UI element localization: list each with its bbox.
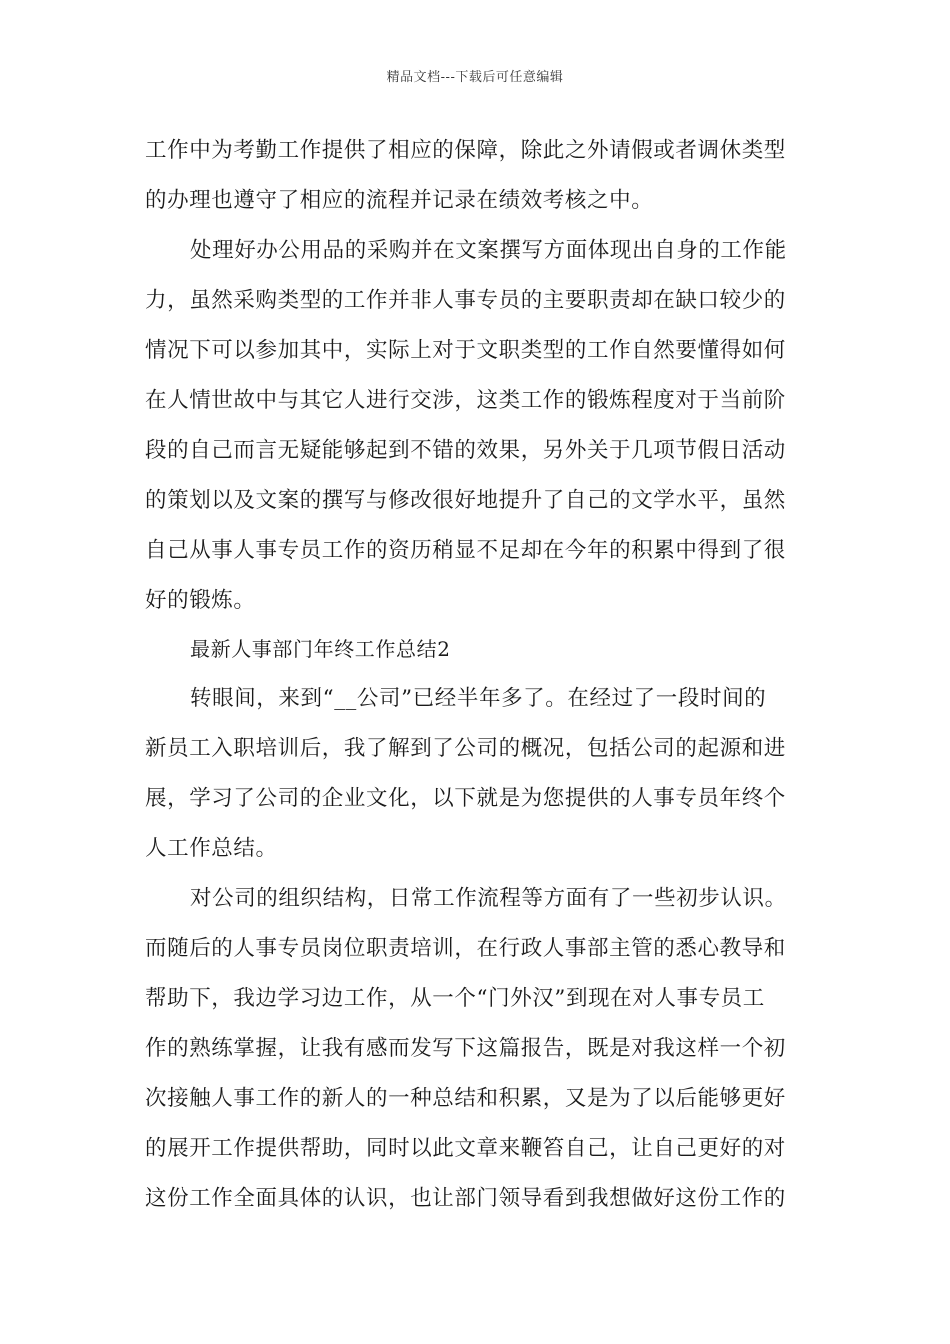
body-line: 情况下可以参加其中，实际上对于文职类型的工作自然要懂得如何 xyxy=(145,338,786,363)
paragraph-first-line: 对公司的组织结构，日常工作流程等方面有了一些初步认识。 xyxy=(190,886,787,911)
body-line: 展，学习了公司的企业文化，以下就是为您提供的人事专员年终个 xyxy=(145,786,786,811)
body-line: 新员工入职培训后，我了解到了公司的概况，包括公司的起源和进 xyxy=(145,736,786,761)
body-line: 次接触人事工作的新人的一种总结和积累，又是为了以后能够更好 xyxy=(145,1086,786,1111)
paragraph-first-line: 处理好办公用品的采购并在文案撰写方面体现出自身的工作能 xyxy=(190,238,787,263)
body-line: 的策划以及文案的撰写与修改很好地提升了自己的文学水平，虽然 xyxy=(145,488,786,513)
section-heading: 最新人事部门年终工作总结2 xyxy=(190,637,451,661)
body-line: 段的自己而言无疑能够起到不错的效果，另外关于几项节假日活动 xyxy=(145,438,786,463)
body-line: 工作中为考勤工作提供了相应的保障，除此之外请假或者调休类型 xyxy=(145,138,786,163)
body-line: 人工作总结。 xyxy=(145,836,278,861)
body-line: 好的锻炼。 xyxy=(145,588,256,613)
body-line: 在人情世故中与其它人进行交涉，这类工作的锻炼程度对于当前阶 xyxy=(145,388,786,413)
body-line: 自己从事人事专员工作的资历稍显不足却在今年的积累中得到了很 xyxy=(145,538,786,563)
body-line: 帮助下，我边学习边工作，从一个“门外汉”到现在对人事专员工 xyxy=(145,986,765,1011)
body-line: 的展开工作提供帮助，同时以此文章来鞭笞自己，让自己更好的对 xyxy=(145,1136,786,1161)
body-line: 这份工作全面具体的认识，也让部门领导看到我想做好这份工作的 xyxy=(145,1186,786,1211)
body-line: 的办理也遵守了相应的流程并记录在绩效考核之中。 xyxy=(145,188,654,213)
body-line: 力，虽然采购类型的工作并非人事专员的主要职责却在缺口较少的 xyxy=(145,288,786,313)
body-line: 作的熟练掌握，让我有感而发写下这篇报告，既是对我这样一个初 xyxy=(145,1036,786,1061)
page-header: 精品文档---下载后可任意编辑 xyxy=(386,70,564,85)
paragraph-first-line: 转眼间，来到“__公司”已经半年多了。在经过了一段时间的 xyxy=(190,686,767,711)
body-line: 而随后的人事专员岗位职责培训，在行政人事部主管的悉心教导和 xyxy=(145,936,786,961)
